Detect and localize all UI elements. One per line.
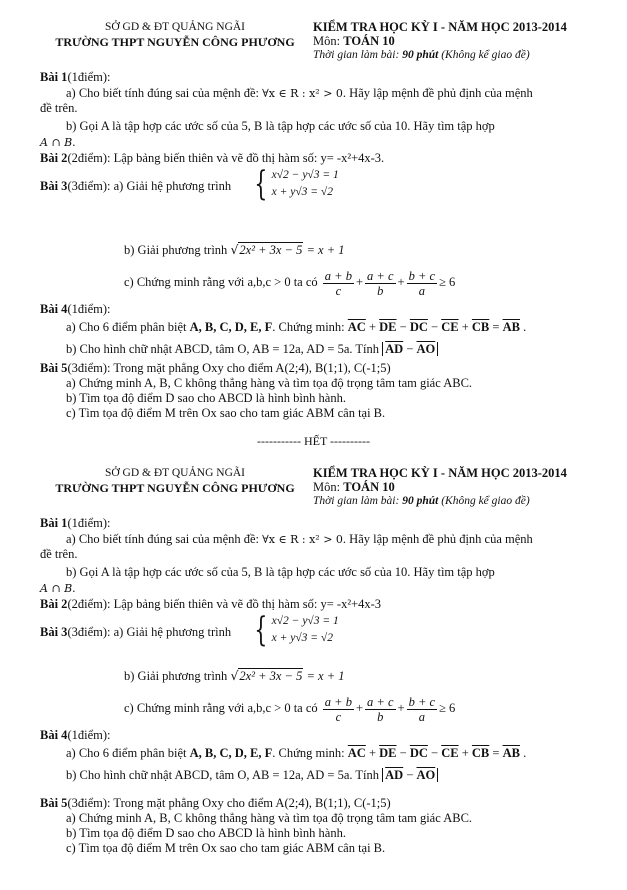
time-line: [313, 494, 613, 508]
bai4-a-text: a) Cho 6 điểm phân biệt: [66, 746, 187, 760]
bai5-a: a) Chứng minh A, B, C không thẳng hàng và tìm tọa độ trọng tâm tam giác ABC.: [66, 376, 473, 390]
bai5-intro: Trong mặt phẳng Oxy cho điểm A(2;4), B(1;1), C(-1;5): [113, 361, 391, 375]
bai3-c-rhs: ≥ 6: [439, 701, 456, 715]
bai3-system: [250, 610, 339, 650]
bai5-heading: [40, 796, 391, 811]
bai4-points: (1điểm):: [67, 728, 111, 742]
vector: $\overline{AC}$: [347, 746, 366, 760]
bai3-b: [124, 242, 345, 258]
bai3-b-text: b) Giải phương trình: [124, 243, 228, 257]
bai4-b: [66, 768, 438, 783]
frac-den: b: [377, 283, 384, 298]
frac-den: c: [335, 709, 342, 724]
bai5-b: b) Tìm tọa độ điểm D sao cho ABCD là hình bình hành.: [66, 826, 346, 840]
bai4-b: [66, 342, 438, 357]
bai3-a-text: a) Giải hệ phương trình: [113, 625, 232, 639]
frac-den: c: [335, 283, 342, 298]
bai1-a-cont: đề trên.: [40, 101, 78, 115]
abs-value: [382, 768, 438, 782]
bai1-points: (1điểm):: [67, 516, 111, 530]
bai1-a-cont: đề trên.: [40, 547, 78, 561]
bai4-a: a) Cho 6 điểm phân biệt A, B, C, D, E, F. Chứng minh: $\overline{AC} + \overline{DE} - \overline{DC} - \overline{CE} + \overline{CB} = \overline{AB}$ .: [66, 746, 527, 760]
brace-icon: {: [254, 164, 268, 204]
plus: +: [355, 275, 364, 289]
vector: $\overline{DE}$: [379, 746, 397, 760]
bai3-c: [124, 267, 455, 298]
subject: TOÁN 10: [343, 480, 395, 494]
bai2-title: Bài 2: [40, 597, 68, 611]
header-right: [313, 466, 613, 508]
bai2-title: Bài 2: [40, 151, 68, 165]
bai4-a-points: A, B, C, D, E, F: [189, 320, 273, 334]
op: +: [368, 746, 377, 760]
bai3-c-text: c) Chứng minh rằng với a,b,c > 0 ta có: [124, 701, 318, 715]
vector: $\overline{AD}$: [385, 768, 404, 782]
bai4-b-text: b) Cho hình chữ nhật ABCD, tâm O, AB = 12a, AD = 5a. Tính: [66, 342, 379, 356]
vector: $\overline{AD}$: [385, 342, 404, 356]
bai5-points: (3điểm):: [67, 796, 111, 810]
frac-num: a + b: [324, 268, 352, 283]
time-note: (Không kể giao đề): [441, 495, 530, 507]
bai3-b-radicand: 2x² + 3x − 5: [239, 243, 303, 257]
plus: +: [355, 701, 364, 715]
subject-label: Môn:: [313, 34, 341, 48]
vector: $\overline{AC}$: [347, 320, 366, 334]
bai2-points: (2điểm):: [67, 597, 111, 611]
time-label: Thời gian làm bài:: [313, 49, 400, 61]
bai3-c-rhs: ≥ 6: [439, 275, 456, 289]
bai3-eq1: x√2 − y√3 = 1: [271, 615, 339, 627]
bai4-title: Bài 4: [40, 728, 68, 742]
op: −: [406, 768, 414, 782]
op: −: [399, 746, 407, 760]
exam-title: KIỂM TRA HỌC KỲ I - NĂM HỌC 2013-2014: [313, 466, 567, 480]
header-left: [40, 20, 310, 50]
bai4-a-text: a) Cho 6 điểm phân biệt: [66, 320, 187, 334]
bai3-b-radicand: 2x² + 3x − 5: [239, 669, 303, 683]
fraction: [407, 695, 437, 724]
department: SỞ GD & ĐT QUẢNG NGÃI: [104, 467, 246, 479]
fraction: [407, 269, 437, 298]
bai1-b-formula: A ∩ B: [40, 136, 73, 149]
vector: $\overline{CB}$: [471, 320, 490, 334]
bai1-heading: [40, 70, 110, 85]
subject-line: [313, 34, 613, 48]
bai3-eq1: x√2 − y√3 = 1: [271, 169, 339, 181]
bai2: [40, 597, 381, 612]
bai4-a: a) Cho 6 điểm phân biệt A, B, C, D, E, F. Chứng minh: $\overline{AC} + \overline{DE} - \overline{DC} - \overline{CE} + \overline{CB} = \overline{AB}$ .: [66, 320, 527, 334]
time-note: (Không kể giao đề): [441, 49, 530, 61]
time-value: 90 phút: [402, 49, 439, 61]
bai4-b-text: b) Cho hình chữ nhật ABCD, tâm O, AB = 12a, AD = 5a. Tính: [66, 768, 379, 782]
bai3-a-text: a) Giải hệ phương trình: [113, 179, 232, 193]
bai2-text: Lập bảng biến thiên và vẽ đồ thị hàm số: y= -x²+4x-3.: [113, 151, 385, 165]
bai3-system: [250, 164, 339, 204]
plus: +: [397, 701, 405, 715]
bai4-heading: [40, 302, 110, 317]
vector: $\overline{AB}$: [502, 746, 520, 760]
department: SỞ GD & ĐT QUẢNG NGÃI: [104, 21, 246, 33]
bai3-title: Bài 3: [40, 625, 68, 639]
bai5-intro: Trong mặt phẳng Oxy cho điểm A(2;4), B(1;1), C(-1;5): [113, 796, 391, 810]
bai3-c-text: c) Chứng minh rằng với a,b,c > 0 ta có: [124, 275, 318, 289]
exam-title: KIỂM TRA HỌC KỲ I - NĂM HỌC 2013-2014: [313, 20, 567, 34]
bai1-b-cont: [40, 581, 75, 596]
bai4-a-prove: . Chứng minh:: [272, 320, 345, 334]
vector: $\overline{CB}$: [471, 746, 490, 760]
bai4-heading: [40, 728, 110, 743]
vector: $\overline{CE}$: [441, 320, 459, 334]
op: −: [431, 320, 439, 334]
bai5-c: c) Tìm tọa độ điểm M trên Ox sao cho tam giác ABM cân tại B.: [66, 841, 386, 855]
bai3-a: [40, 625, 231, 640]
bai1-a-rest: . Hãy lập mệnh đề phủ định của mệnh: [342, 532, 533, 546]
bai4-a-points: A, B, C, D, E, F: [189, 746, 273, 760]
bai3-b-rhs: = x + 1: [306, 669, 345, 683]
bai1-a: [66, 532, 533, 547]
bai1-a-formula: ∀x ∈ R : x² > 0: [262, 87, 343, 100]
subject-label: Môn:: [313, 480, 341, 494]
bai1-b-end: .: [72, 581, 76, 595]
bai4-a-prove: . Chứng minh:: [272, 746, 345, 760]
bai1-a: [66, 86, 533, 101]
sqrt-icon: √: [230, 242, 239, 257]
bai1-a-formula: ∀x ∈ R : x² > 0: [262, 533, 343, 546]
subject: TOÁN 10: [343, 34, 395, 48]
vector: $\overline{DE}$: [379, 320, 397, 334]
bai3-eq2: x + y√3 = √2: [271, 186, 333, 198]
bai1-b-formula: A ∩ B: [40, 582, 73, 595]
bai3-points: (3điểm):: [67, 625, 111, 639]
frac-num: a + c: [367, 694, 394, 709]
bai1-heading: [40, 516, 110, 531]
frac-den: a: [418, 283, 425, 298]
frac-num: b + c: [408, 268, 436, 283]
school-name: TRƯỜNG THPT NGUYỄN CÔNG PHƯƠNG: [55, 35, 295, 49]
bai5-heading: [40, 361, 391, 376]
bai1-b-end: .: [72, 135, 76, 149]
bai5-a: a) Chứng minh A, B, C không thẳng hàng và tìm tọa độ trọng tâm tam giác ABC.: [66, 811, 473, 825]
vector: $\overline{CE}$: [441, 746, 459, 760]
op: −: [431, 746, 439, 760]
bai1-title: Bài 1: [40, 516, 68, 530]
time-label: Thời gian làm bài:: [313, 495, 400, 507]
op: +: [461, 746, 469, 760]
bai4-title: Bài 4: [40, 302, 68, 316]
vector: $\overline{AO}$: [416, 342, 436, 356]
bai1-b: b) Gọi A là tập hợp các ước số của 5, B là tập hợp các ước số của 10. Hãy tìm tập hợp: [66, 119, 495, 133]
brace-icon: {: [254, 610, 268, 650]
bai1-b: b) Gọi A là tập hợp các ước số của 5, B là tập hợp các ước số của 10. Hãy tìm tập hợp: [66, 565, 495, 579]
end-marker: ----------- HẾT ----------: [256, 434, 371, 448]
op: =: [492, 320, 500, 334]
plus: +: [397, 275, 405, 289]
abs-value: [382, 342, 438, 356]
bai3-b-rhs: = x + 1: [306, 243, 345, 257]
frac-den: a: [418, 709, 425, 724]
bai1-a-text: a) Cho biết tính đúng sai của mệnh đề:: [66, 86, 260, 100]
bai5-points: (3điểm):: [67, 361, 111, 375]
bai1-points: (1điểm):: [67, 70, 111, 84]
bai3-a: [40, 179, 231, 194]
vector: $\overline{AB}$: [502, 320, 520, 334]
bai3-points: (3điểm):: [67, 179, 111, 193]
school-name: TRƯỜNG THPT NGUYỄN CÔNG PHƯƠNG: [55, 481, 295, 495]
fraction: [323, 269, 354, 298]
time-value: 90 phút: [402, 495, 439, 507]
op: −: [406, 342, 414, 356]
fraction: [365, 269, 395, 298]
bai3-title: Bài 3: [40, 179, 68, 193]
bai5-c: c) Tìm tọa độ điểm M trên Ox sao cho tam giác ABM cân tại B.: [66, 406, 386, 420]
bai4-points: (1điểm):: [67, 302, 111, 316]
vector: $\overline{AO}$: [416, 768, 436, 782]
bai5-b: b) Tìm tọa độ điểm D sao cho ABCD là hình bình hành.: [66, 391, 346, 405]
bai3-eq2: x + y√3 = √2: [271, 632, 333, 644]
bai1-a-rest: . Hãy lập mệnh đề phủ định của mệnh: [342, 86, 533, 100]
bai1-a-text: a) Cho biết tính đúng sai của mệnh đề:: [66, 532, 260, 546]
op: =: [492, 746, 500, 760]
fraction: [323, 695, 354, 724]
frac-num: b + c: [408, 694, 436, 709]
op: +: [368, 320, 377, 334]
bai1-b-cont: [40, 135, 75, 150]
bai2-points: (2điểm):: [67, 151, 111, 165]
time-line: [313, 48, 613, 62]
bai2-text: Lập bảng biến thiên và vẽ đồ thị hàm số: y= -x²+4x-3: [113, 597, 382, 611]
fraction: [365, 695, 395, 724]
sqrt-icon: √: [230, 668, 239, 683]
bai3-b: [124, 668, 345, 684]
frac-den: b: [377, 709, 384, 724]
subject-line: [313, 480, 613, 494]
bai2: [40, 151, 384, 166]
op: +: [461, 320, 469, 334]
bai1-title: Bài 1: [40, 70, 68, 84]
bai5-title: Bài 5: [40, 796, 68, 810]
vector: $\overline{DC}$: [409, 320, 428, 334]
bai3-b-text: b) Giải phương trình: [124, 669, 228, 683]
bai3-c: [124, 693, 455, 724]
header-right: [313, 20, 613, 62]
bai5-title: Bài 5: [40, 361, 68, 375]
op: −: [399, 320, 407, 334]
header-left: [40, 466, 310, 496]
vector: $\overline{DC}$: [409, 746, 428, 760]
frac-num: a + b: [324, 694, 352, 709]
frac-num: a + c: [367, 268, 394, 283]
